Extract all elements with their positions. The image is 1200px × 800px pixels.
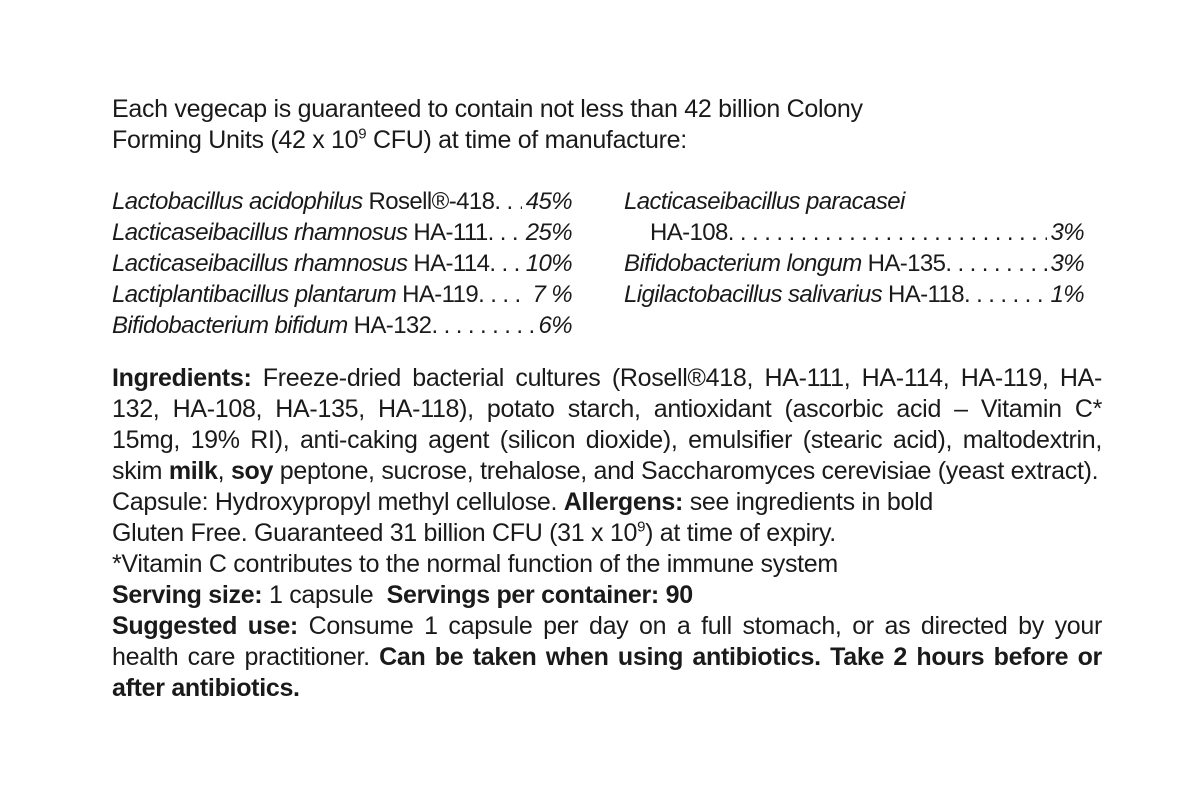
- intro-line-2-text: Forming Units (42 x 10: [112, 126, 359, 154]
- leader-dots: [494, 186, 521, 217]
- capsule-allergens: [112, 487, 1102, 518]
- suggested-use-label: Suggested use:: [112, 612, 298, 640]
- servings-per-container: Servings per container: 90: [386, 581, 693, 609]
- strain-row: [112, 217, 572, 248]
- strain-percent: 1%: [1050, 281, 1084, 308]
- strain-percent: 10%: [525, 250, 572, 277]
- intro-line-1: Each vegecap is guaranteed to contain not less than 42 billion Colony: [112, 95, 863, 123]
- strain-code: HA-118: [888, 281, 964, 308]
- cfu-guarantee: [112, 94, 942, 156]
- ingredients: [112, 363, 1102, 487]
- antibiotics-note: Can be taken when using antibiotics. Take 2 hours before or after antibiotics.: [112, 643, 1102, 702]
- serving-size-value: 1 capsule: [262, 581, 387, 609]
- strain-column-left: [112, 186, 572, 341]
- intro-line-2-end: CFU) at time of manufacture:: [366, 126, 687, 154]
- strain-row: [624, 279, 1084, 310]
- strain-percent: 45%: [525, 188, 572, 215]
- leader-dots: [728, 217, 1047, 248]
- strain-name: Lactobacillus acidophilus: [112, 188, 363, 215]
- strain-row: [112, 186, 572, 217]
- leader-dots: [964, 279, 1047, 310]
- ingredients-text: peptone, sucrose, trehalose, and Saccharomyces cerevisiae (yeast extract).: [273, 457, 1099, 485]
- strain-row: [112, 310, 572, 341]
- strain-code: HA-108: [650, 219, 728, 246]
- exponent: 9: [358, 125, 367, 143]
- strain-row: [624, 217, 1084, 248]
- gluten-free: [112, 518, 1102, 549]
- ingredients-label: Ingredients:: [112, 364, 252, 392]
- allergen-milk: milk: [168, 457, 218, 485]
- strain-name: Lactiplantibacillus plantarum: [112, 281, 397, 308]
- strain-code: Rosell®-418: [368, 188, 495, 215]
- allergen-soy: soy: [230, 457, 274, 485]
- suggested-use-text: Consume 1 capsule per day on a full stomach, or as directed by your health care practitioner.: [112, 612, 1102, 671]
- strain-row: [624, 248, 1084, 279]
- strain-name: Ligilactobacillus salivarius: [624, 281, 882, 308]
- strain-row: [112, 248, 572, 279]
- leader-dots: [945, 248, 1046, 279]
- intro-line-2: [112, 125, 942, 156]
- ingredients-text: ,: [217, 457, 231, 485]
- strain-percent: 6%: [538, 312, 572, 339]
- exponent: 9: [637, 518, 646, 536]
- strain-percent: 7 %: [532, 281, 572, 308]
- leader-dots: [489, 248, 521, 279]
- strain-percent: 3%: [1050, 250, 1084, 277]
- gluten-text-end: ) at time of expiry.: [645, 519, 836, 547]
- strain-name: Bifidobacterium bifidum: [112, 312, 348, 339]
- allergens-text: see ingredients in bold: [683, 488, 933, 516]
- strain-code: HA-111: [413, 219, 488, 246]
- strain-name: Lacticaseibacillus rhamnosus: [112, 219, 408, 246]
- leader-dots: [431, 310, 534, 341]
- suggested-use: [112, 611, 1102, 704]
- strain-name: Lacticaseibacillus rhamnosus: [112, 250, 408, 277]
- strain-name: Lacticaseibacillus paracasei: [624, 188, 905, 215]
- strain-percent: 3%: [1050, 219, 1084, 246]
- supplement-label: [112, 94, 1102, 704]
- capsule-text: Capsule: Hydroxypropyl methyl cellulose.: [112, 488, 564, 516]
- strain-code: HA-114: [413, 250, 490, 277]
- leader-dots: [478, 279, 528, 310]
- serving-size-label: Serving size:: [112, 581, 263, 609]
- strain-row: [112, 279, 572, 310]
- allergens-label: Allergens:: [563, 488, 684, 516]
- leader-dots: [488, 217, 522, 248]
- strain-column-right: [624, 186, 1084, 341]
- ingredients-text: Freeze-dried bacterial cultures (Rosell®418, HA-111, HA-114, HA-119, HA-132, HA-108, HA-135, HA-118), potato starch, antioxidant (ascorbic acid – Vitamin C* 15mg, 19% RI), anti-caking agent (silicon dioxide), emulsifier (stearic acid), maltodextrin, skim: [112, 364, 1102, 485]
- strain-code: HA-119: [402, 281, 479, 308]
- strain-name: Bifidobacterium longum: [624, 250, 862, 277]
- strain-list: [112, 186, 1084, 341]
- gluten-text: Gluten Free. Guaranteed 31 billion CFU (31 x 10: [112, 519, 638, 547]
- vitamin-note: *Vitamin C contributes to the normal function of the immune system: [112, 550, 838, 578]
- label-body: [112, 363, 1102, 704]
- strain-code: HA-135: [867, 250, 946, 277]
- strain-percent: 25%: [525, 219, 572, 246]
- serving-info: [112, 580, 1102, 611]
- strain-row: [624, 186, 1084, 217]
- strain-code: HA-132: [353, 312, 432, 339]
